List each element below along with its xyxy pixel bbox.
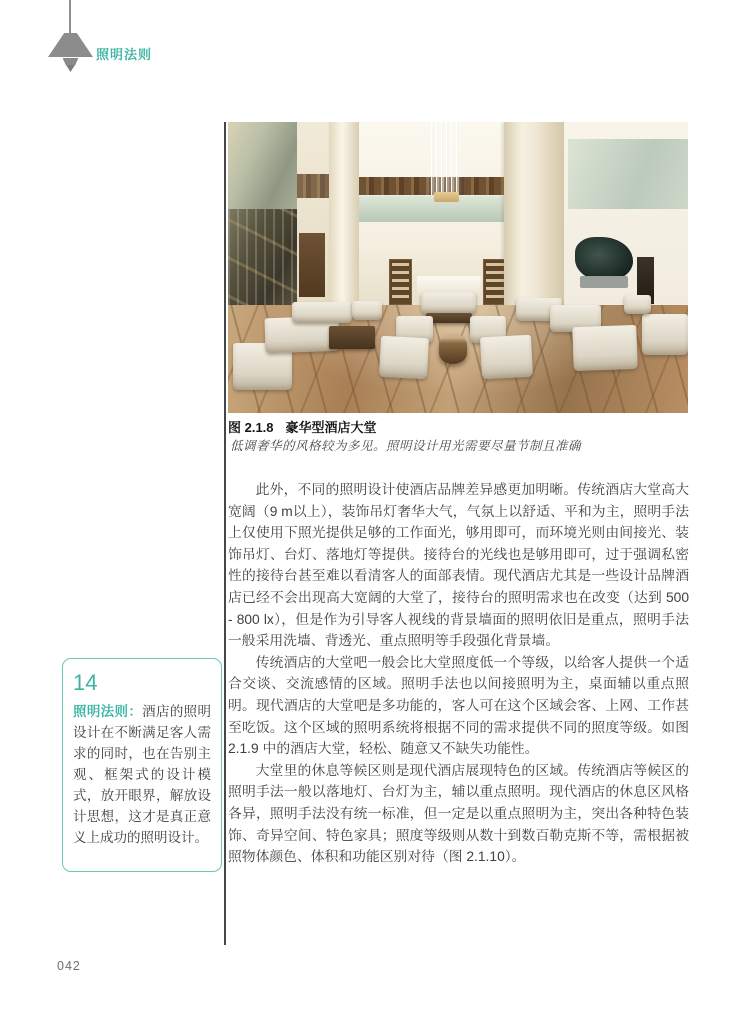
photo-sofa bbox=[572, 325, 638, 371]
pendant-lamp-tip bbox=[66, 65, 75, 72]
photo-coffee-table bbox=[329, 326, 375, 349]
figure-caption bbox=[228, 417, 377, 436]
pendant-lamp-neck bbox=[61, 58, 80, 65]
photo-sofa bbox=[292, 302, 352, 322]
content-column-rule bbox=[224, 122, 226, 945]
photo-left-column bbox=[329, 122, 359, 314]
photo-armchair bbox=[624, 295, 652, 314]
photo-chandelier-cap bbox=[434, 192, 459, 202]
photo-mezzanine-glass-band bbox=[359, 195, 504, 222]
pendant-lamp-icon bbox=[48, 33, 93, 57]
figure-caption-title: 豪华型酒店大堂 bbox=[285, 420, 377, 435]
photo-left-door bbox=[299, 233, 324, 297]
photo-crystal-chandelier bbox=[431, 122, 461, 195]
photo-display-shelf-right bbox=[483, 259, 506, 306]
figure-caption-label: 图 2.1.8 bbox=[228, 420, 274, 435]
rule-label: 照明法则： bbox=[73, 704, 143, 719]
lighting-rule-callout-box bbox=[62, 658, 222, 872]
photo-display-shelf-left bbox=[389, 259, 412, 306]
photo-armchair bbox=[379, 336, 429, 379]
body-text bbox=[228, 479, 689, 868]
photo-armchair bbox=[480, 335, 533, 380]
hotel-lobby-photo bbox=[228, 122, 688, 413]
photo-coffee-table bbox=[426, 313, 472, 323]
photo-wall-artwork bbox=[575, 237, 633, 281]
page-number: 042 bbox=[57, 959, 81, 973]
photo-left-upper-glass bbox=[228, 122, 297, 215]
photo-armchair bbox=[352, 301, 382, 320]
photo-artwork-base bbox=[580, 276, 628, 288]
body-paragraph: 大堂里的休息等候区则是现代酒店展现特色的区域。传统酒店等候区的照明手法一般以落地灯、台灯为主，辅以重点照明。现代酒店的休息区风格各异，照明手法没有统一标准，但一定是以重点照明为主，突出各种特色装饰、奇异空间、特色家具；照度等级则从数十到数百勒克斯不等，需根据被照物体颜色、体积和功能区别对待（图 2.1.10）。 bbox=[228, 762, 689, 865]
pendant-lamp-cord bbox=[69, 0, 71, 36]
body-paragraph: 传统酒店的大堂吧一般会比大堂照度低一个等级，以给客人提供一个适合交谈、交流感情的区域。照明手法也以间接照明为主，桌面辅以重点照明。现代酒店的大堂吧是多功能的，客人可在这个区域会客、上网、工作甚至吃饭。这个区域的照明系统将根据不同的需求提供不同的照度等级。如图 2.1.9 中的酒店大堂，轻松、随意又不缺失功能性。 bbox=[228, 654, 689, 757]
chapter-label: 照明法则 bbox=[96, 47, 153, 62]
body-paragraph: 此外，不同的照明设计使酒店品牌差异感更加明晰。传统酒店大堂高大宽阔（9 m以上），装饰吊灯奢华大气，气氛上以舒适、平和为主，照明手法上仅使用下照光提供足够的工作面光，够用即可，而环境光则由间接光、装饰吊灯、台灯、落地灯等提供。接待台的光线也是够用即可，过于强调私密性的接待台甚至难以看清客人的面部表情。现代酒店尤其是一些设计品牌酒店已经不会出现高大宽阔的大堂了，接待台的照明需求也在改变（达到 500 - 800 lx），但是作为引导客人视线的背景墙面的照明依旧是重点，照明手法一般采用洗墙、背透光、重点照明等手段强化背景墙。 bbox=[228, 482, 689, 649]
photo-sofa bbox=[642, 314, 688, 355]
photo-round-table bbox=[439, 334, 468, 363]
rule-text bbox=[73, 701, 211, 848]
figure-caption-note: 低调奢华的风格较为多见。照明设计用光需要尽量节制且准确 bbox=[230, 438, 582, 453]
rule-number: 14 bbox=[73, 670, 98, 695]
photo-right-column bbox=[504, 122, 564, 317]
photo-sofa bbox=[421, 292, 476, 314]
rule-body: 酒店的照明设计在不断满足客人需求的同时，也在告别主观、框架式的设计模式，放开眼界，解放设计思想，这才是真正意义上成功的照明设计。 bbox=[73, 704, 212, 845]
photo-right-upper-glass bbox=[568, 139, 688, 209]
